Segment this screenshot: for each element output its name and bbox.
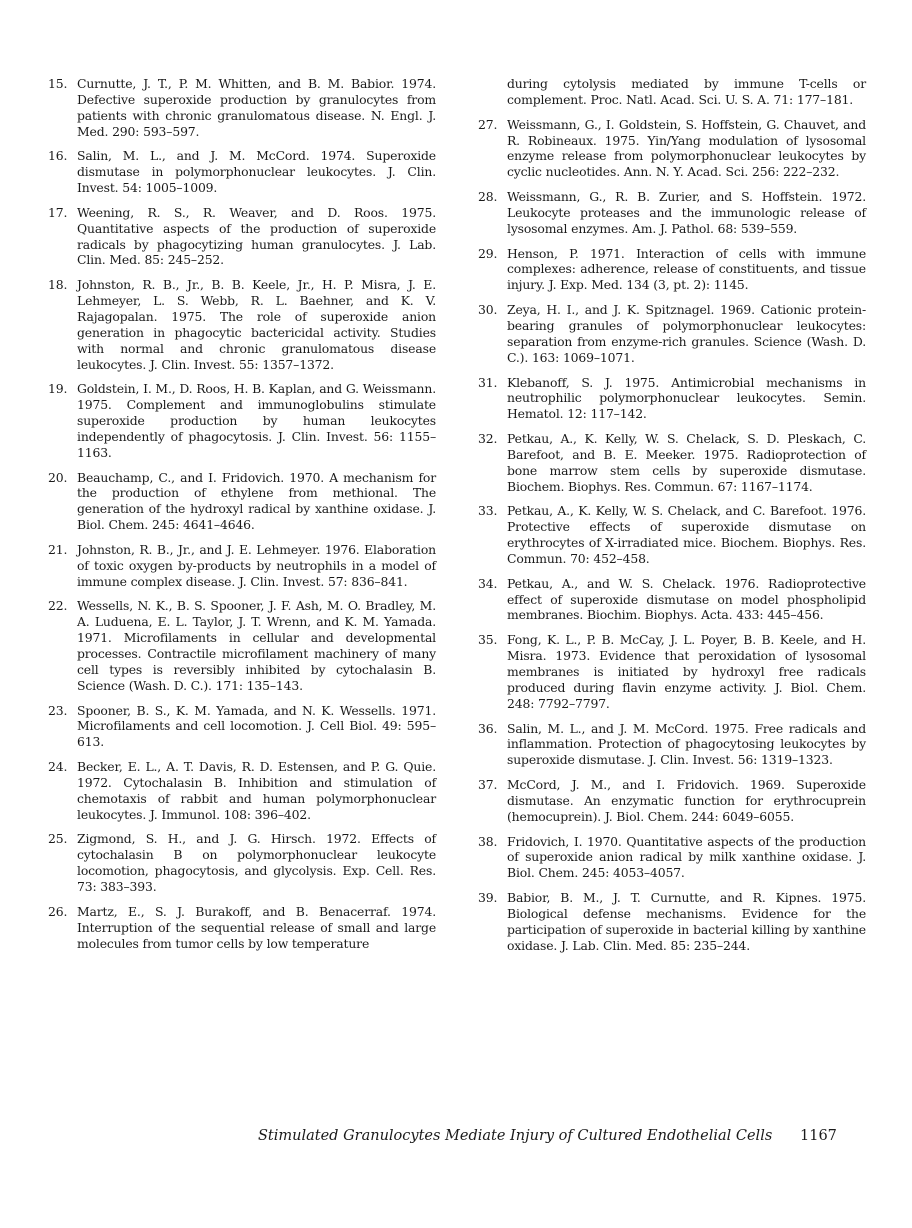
reference-text: Fridovich, I. 1970. Quantitative aspects of the production of superoxide anion radical by milk xanthine oxidase. J. Biol. Chem. 245: 4053–4057. bbox=[507, 833, 866, 881]
references-right-column bbox=[478, 76, 866, 963]
reference-text: Salin, M. L., and J. M. McCord. 1974. Superoxide dismutase in polymorphonuclear leukocytes. J. Clin. Invest. 54: 1005–1009. bbox=[77, 148, 436, 196]
reference-item bbox=[48, 76, 436, 139]
reference-text: McCord, J. M., and I. Fridovich. 1969. Superoxide dismutase. An enzymatic function for erythrocuprein (hemocuprein). J. Biol. Chem. 244: 6049–6055. bbox=[507, 777, 866, 824]
reference-number: 15. bbox=[48, 76, 68, 91]
reference-item bbox=[478, 834, 866, 882]
reference-number: 21. bbox=[48, 541, 68, 557]
reference-number: 22. bbox=[48, 598, 68, 614]
reference-text: Johnston, R. B., Jr., B. B. Keele, Jr., H. P. Misra, J. E. Lehmeyer, L. S. Webb, R. L. Baehner, and K. V. Rajagopalan. 1975. The role of superoxide anion generation in phagocytic bactericidal activity. Studies with normal and chronic granulomatous disease leukocytes. J. Clin. Invest. 55: 1357–1372. bbox=[77, 277, 436, 372]
reference-number: 39. bbox=[478, 890, 498, 906]
reference-item bbox=[48, 831, 436, 894]
reference-number: 29. bbox=[478, 245, 498, 261]
page-footer bbox=[258, 1128, 858, 1144]
reference-number: 20. bbox=[48, 469, 68, 485]
reference-item bbox=[478, 302, 866, 365]
reference-number: 34. bbox=[478, 575, 498, 591]
reference-text: Henson, P. 1971. Interaction of cells with immune complexes: adherence, release of constituents, and tissue injury. J. Exp. Med. 134 (3, pt. 2): 1145. bbox=[507, 245, 866, 293]
reference-number: 18. bbox=[48, 277, 68, 293]
reference-text: Salin, M. L., and J. M. McCord. 1975. Free radicals and inflammation. Protection of phagocytosing leukocytes by superoxide dismutase. J. Clin. Invest. 56: 1319–1323. bbox=[507, 720, 866, 768]
reference-text: Weissmann, G., I. Goldstein, S. Hoffstein, G. Chauvet, and R. Robineaux. 1975. Yin/Yang modulation of lysosomal enzyme release from polymorphonuclear leukocytes by cyclic nucleotides. Ann. N. Y. Acad. Sci. 256: 222–232. bbox=[507, 116, 866, 180]
reference-number: 16. bbox=[48, 148, 68, 164]
reference-text: Martz, E., S. J. Burakoff, and B. Benacerraf. 1974. Interruption of the sequential release of small and large molecules from tumor cells by low temperature bbox=[77, 903, 436, 951]
references-left-column bbox=[48, 76, 436, 960]
reference-text: Petkau, A., K. Kelly, W. S. Chelack, S. D. Pleskach, C. Barefoot, and B. E. Meeker. 1975. Radioprotection of bone marrow stem cells by superoxide dismutase. Biochem. Biophys. Res. Commun. 67: 1167–1174. bbox=[507, 431, 866, 494]
reference-text: Babior, B. M., J. T. Curnutte, and R. Kipnes. 1975. Biological defense mechanisms. Evidence for the participation of superoxide in bacterial killing by xanthine oxidase. J. Lab. Clin. Med. 85: 235–244. bbox=[507, 890, 866, 953]
reference-item bbox=[48, 542, 436, 590]
reference-number: 32. bbox=[478, 431, 498, 447]
reference-number: 28. bbox=[478, 189, 498, 205]
reference-text: Wessells, N. K., B. S. Spooner, J. F. Ash, M. O. Bradley, M. A. Luduena, E. L. Taylor, J. T. Wrenn, and K. M. Yamada. 1971. Microfilaments in cellular and developmental processes. Contractile microfilament machinery of many cell types is reversibly inhibited by cytochalasin B. Science (Wash. D. C.). 171: 135–143. bbox=[77, 598, 436, 693]
reference-text: Goldstein, I. M., D. Roos, H. B. Kaplan, and G. Weissmann. 1975. Complement and immunoglobulins stimulate superoxide production by human leukocytes independently of phagocytosis. J. Clin. Invest. 56: 1155–1163. bbox=[77, 381, 436, 460]
reference-text: Petkau, A., K. Kelly, W. S. Chelack, and C. Barefoot. 1976. Protective effects of superoxide dismutase on erythrocytes of X-irradiated mice. Biochem. Biophys. Res. Commun. 70: 452–458. bbox=[507, 503, 866, 566]
reference-text: Weening, R. S., R. Weaver, and D. Roos. 1975. Quantitative aspects of the production of superoxide radicals by phagocytizing human granulocytes. J. Lab. Clin. Med. 85: 245–252. bbox=[77, 204, 436, 268]
reference-number: 25. bbox=[48, 831, 68, 847]
reference-item bbox=[48, 470, 436, 533]
reference-item bbox=[48, 703, 436, 751]
reference-number: 33. bbox=[478, 503, 498, 519]
reference-text: during cytolysis mediated by immune T-cells or complement. Proc. Natl. Acad. Sci. U. S. A. 71: 177–181. bbox=[507, 76, 866, 107]
reference-item bbox=[478, 721, 866, 769]
reference-text: Zigmond, S. H., and J. G. Hirsch. 1972. Effects of cytochalasin B on polymorphonuclear leukocyte locomotion, phagocytosis, and glycolysis. Exp. Cell. Res. 73: 383–393. bbox=[77, 831, 436, 894]
reference-text: Curnutte, J. T., P. M. Whitten, and B. M. Babior. 1974. Defective superoxide production by granulocytes from patients with chronic granulomatous disease. N. Engl. J. Med. 290: 593–597. bbox=[77, 76, 436, 139]
reference-text: Zeya, H. I., and J. K. Spitznagel. 1969. Cationic protein-bearing granules of polymorphonuclear leukocytes: separation from enzyme-rich granules. Science (Wash. D. C.). 163: 1069–1071. bbox=[507, 302, 866, 365]
page-number: 1167 bbox=[800, 1128, 837, 1144]
reference-item bbox=[48, 904, 436, 952]
reference-number: 23. bbox=[48, 702, 68, 718]
reference-text: Johnston, R. B., Jr., and J. E. Lehmeyer. 1976. Elaboration of toxic oxygen by-products by neutrophils in a model of immune complex disease. J. Clin. Invest. 57: 836–841. bbox=[77, 541, 436, 589]
reference-item bbox=[48, 277, 436, 372]
reference-text: Klebanoff, S. J. 1975. Antimicrobial mechanisms in neutrophilic polymorphonuclear leukocytes. Semin. Hematol. 12: 117–142. bbox=[507, 374, 866, 422]
reference-item bbox=[478, 777, 866, 825]
reference-item bbox=[48, 381, 436, 460]
reference-text: Spooner, B. S., K. M. Yamada, and N. K. Wessells. 1971. Microfilaments and cell locomotion. J. Cell Biol. 49: 595–613. bbox=[77, 702, 436, 750]
reference-number: 17. bbox=[48, 204, 68, 220]
reference-item bbox=[478, 246, 866, 294]
running-title: Stimulated Granulocytes Mediate Injury of Cultured Endothelial Cells bbox=[258, 1128, 773, 1144]
reference-item bbox=[478, 632, 866, 711]
reference-number: 35. bbox=[478, 632, 498, 648]
reference-number: 36. bbox=[478, 720, 498, 736]
reference-item bbox=[478, 890, 866, 953]
reference-number: 26. bbox=[48, 903, 68, 919]
reference-number: 37. bbox=[478, 777, 498, 793]
reference-item bbox=[48, 148, 436, 196]
reference-text: Fong, K. L., P. B. McCay, J. L. Poyer, B. B. Keele, and H. Misra. 1973. Evidence that peroxidation of lysosomal membranes is initiated by hydroxyl free radicals produced during flavin enzyme activity. J. Biol. Chem. 248: 7792–7797. bbox=[507, 632, 866, 711]
reference-number: 24. bbox=[48, 759, 68, 775]
reference-text: Becker, E. L., A. T. Davis, R. D. Estensen, and P. G. Quie. 1972. Cytochalasin B. Inhibition and stimulation of chemotaxis of rabbit and human polymorphonuclear leukocytes. J. Immunol. 108: 396–402. bbox=[77, 759, 436, 822]
reference-number: 31. bbox=[478, 374, 498, 390]
reference-item bbox=[478, 375, 866, 423]
reference-item bbox=[478, 117, 866, 180]
reference-continuation bbox=[478, 76, 866, 108]
reference-item bbox=[478, 431, 866, 494]
reference-item bbox=[48, 205, 436, 268]
reference-item bbox=[48, 759, 436, 822]
reference-text: Petkau, A., and W. S. Chelack. 1976. Radioprotective effect of superoxide dismutase on model phospholipid membranes. Biochim. Biophys. Acta. 433: 445–456. bbox=[507, 575, 866, 623]
reference-number: 38. bbox=[478, 833, 498, 849]
reference-number: 27. bbox=[478, 116, 498, 132]
reference-item bbox=[478, 576, 866, 624]
reference-item bbox=[478, 503, 866, 566]
reference-number: 30. bbox=[478, 302, 498, 318]
reference-number: 19. bbox=[48, 381, 68, 397]
reference-text: Weissmann, G., R. B. Zurier, and S. Hoffstein. 1972. Leukocyte proteases and the immunologic release of lysosomal enzymes. Am. J. Pathol. 68: 539–559. bbox=[507, 189, 866, 236]
reference-item bbox=[48, 598, 436, 693]
reference-text: Beauchamp, C., and I. Fridovich. 1970. A mechanism for the production of ethylene from methional. The generation of the hydroxyl radical by xanthine oxidase. J. Biol. Chem. 245: 4641–4646. bbox=[77, 469, 436, 533]
reference-item bbox=[478, 189, 866, 237]
